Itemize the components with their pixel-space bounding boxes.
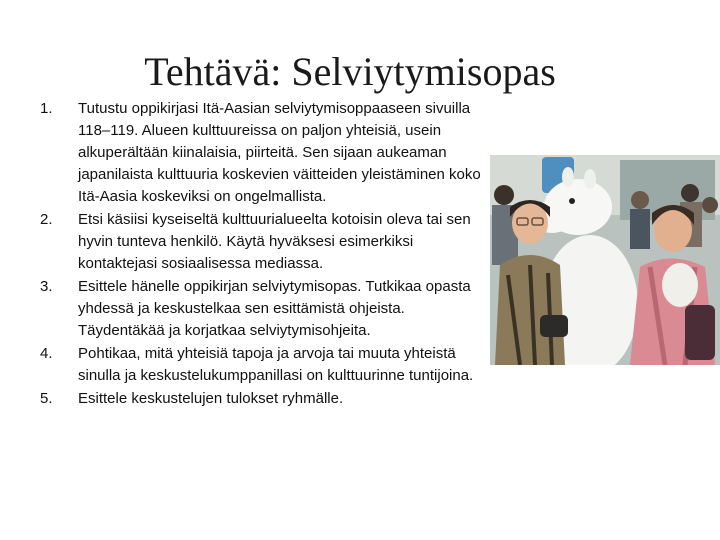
moomin-eye: [569, 198, 575, 204]
woman-right-bag: [685, 305, 715, 360]
task-item-3: [40, 276, 492, 342]
photo-crowd-person: [702, 197, 718, 213]
task-text: Esittele keskustelujen tulokset ryhmälle.: [78, 390, 344, 407]
photo-crowd-person: [494, 185, 514, 205]
moomin-ear: [584, 169, 596, 189]
photo-moomin-with-visitors: [490, 155, 720, 365]
task-number: 1.: [40, 100, 53, 117]
photo-crowd-person: [681, 184, 699, 202]
task-item-4: [40, 343, 492, 387]
moomin-ear: [562, 167, 574, 187]
task-number: 4.: [40, 345, 53, 362]
task-number: 2.: [40, 211, 53, 228]
task-number: 5.: [40, 390, 53, 407]
task-list: [40, 98, 492, 411]
task-text: Esittele hänelle oppikirjan selviytymisopas. Tutkikaa opasta yhdessä ja keskustelkaa sen esittämistä ohjeista. Täydentäkää ja korjatkaa selviytymisohjeita.: [78, 278, 471, 339]
photo-crowd-body: [630, 209, 650, 249]
photo-crowd-person: [631, 191, 649, 209]
woman-left-bag: [540, 315, 568, 337]
woman-right-plush: [662, 263, 698, 307]
task-text: Etsi käsiisi kyseiseltä kulttuurialueelta kotoisin oleva tai sen hyvin tunteva henkilö. Käytä hyväksesi esimerkiksi kontaktejasi sosiaalisessa mediassa.: [78, 211, 471, 272]
task-text: Tutustu oppikirjasi Itä-Aasian selviytymisoppaaseen sivuilla 118–119. Alueen kulttuureissa on paljon yhteisiä, usein alkuperältään kiinalaisia, piirteitä. Sen sijaan aukeaman japanilaista kulttuuria koskevien väitteiden yleistäminen koko Itä-Aasia koskeviksi on ongelmallista.: [78, 100, 481, 205]
task-text: Pohtikaa, mitä yhteisiä tapoja ja arvoja tai muuta yhteistä sinulla ja keskustelukumppanillasi on kulttuurinne tuntijoina.: [78, 345, 474, 384]
task-number: 3.: [40, 278, 53, 295]
task-item-5: [40, 388, 492, 410]
slide-title: Tehtävä: Selviytymisopas: [144, 49, 556, 94]
photo-illustration: [490, 155, 720, 365]
task-item-2: [40, 209, 492, 275]
task-item-1: [40, 98, 492, 208]
